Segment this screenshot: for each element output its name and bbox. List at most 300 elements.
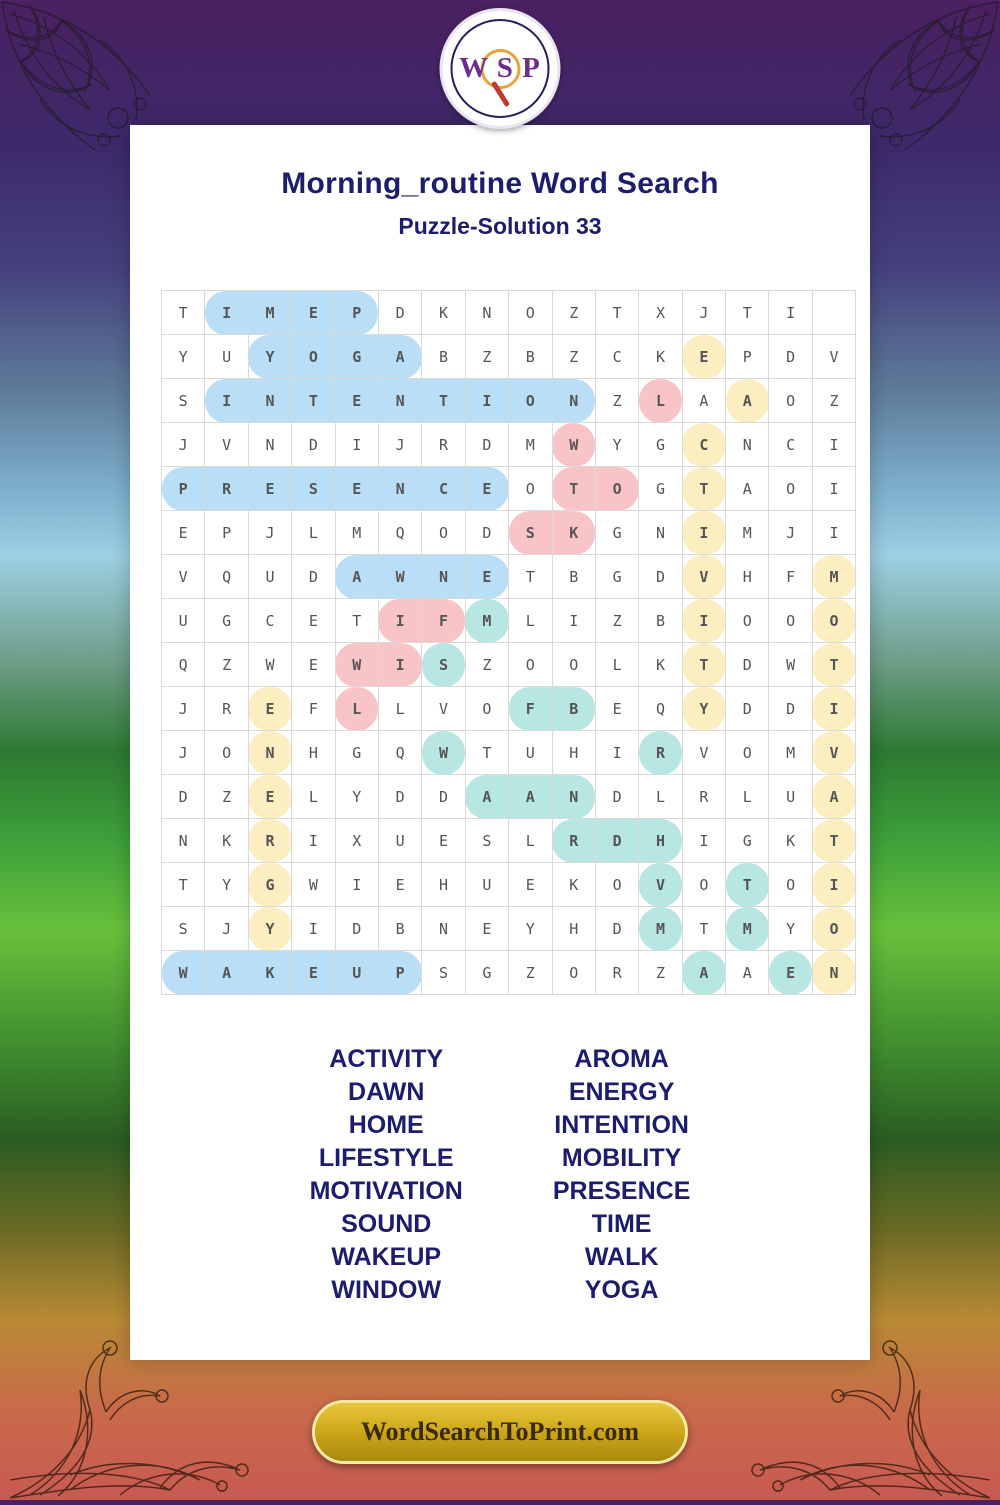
grid-cell: U [769, 775, 812, 819]
grid-cell: M [639, 907, 682, 951]
grid-cell: Q [378, 511, 421, 555]
grid-cell: D [378, 291, 421, 335]
grid-cell: W [552, 423, 595, 467]
grid-cell: I [812, 687, 855, 731]
grid-cell: D [595, 775, 638, 819]
grid-cell: N [422, 907, 465, 951]
grid-cell: G [205, 599, 248, 643]
grid-cell: B [422, 335, 465, 379]
grid-cell: M [769, 731, 812, 775]
wsp-logo [440, 8, 561, 129]
grid-cell: Q [162, 643, 205, 687]
grid-cell: I [769, 291, 812, 335]
grid-cell: Z [595, 599, 638, 643]
grid-cell: A [726, 467, 769, 511]
grid-cell: Z [812, 379, 855, 423]
grid-cell: Z [205, 775, 248, 819]
grid-cell: O [509, 379, 552, 423]
grid-cell: A [509, 775, 552, 819]
grid-cell: P [162, 467, 205, 511]
grid-cell: E [682, 335, 725, 379]
grid-cell: J [205, 907, 248, 951]
grid-cell: T [162, 863, 205, 907]
grid-cell: O [595, 863, 638, 907]
word-list-item: MOBILITY [561, 1144, 682, 1172]
grid-row [162, 511, 856, 555]
grid-cell: V [422, 687, 465, 731]
word-list-item: TIME [591, 1210, 652, 1238]
grid-cell: Y [248, 907, 291, 951]
puzzle-sheet [130, 125, 870, 1360]
page-title: Morning_routine Word Search [281, 167, 719, 200]
grid-cell: T [682, 907, 725, 951]
grid-cell: E [422, 819, 465, 863]
grid-cell: E [248, 687, 291, 731]
grid-cell: L [292, 775, 335, 819]
grid-cell: I [682, 819, 725, 863]
grid-cell: V [205, 423, 248, 467]
grid-cell: K [639, 335, 682, 379]
grid-cell: K [422, 291, 465, 335]
grid-cell: U [509, 731, 552, 775]
word-list-item: SOUND [341, 1210, 432, 1238]
grid-cell: E [248, 775, 291, 819]
grid-cell: O [812, 599, 855, 643]
grid-cell: J [682, 291, 725, 335]
grid-cell: E [335, 467, 378, 511]
grid-row [162, 731, 856, 775]
word-list-item: MOTIVATION [309, 1177, 463, 1205]
grid-cell: D [292, 423, 335, 467]
grid-cell: K [248, 951, 291, 995]
grid-cell: E [509, 863, 552, 907]
grid-cell: T [682, 643, 725, 687]
grid-cell: C [248, 599, 291, 643]
grid-row [162, 467, 856, 511]
grid-row [162, 951, 856, 995]
word-list-item: WALK [584, 1243, 659, 1271]
grid-row [162, 423, 856, 467]
grid-cell: T [812, 819, 855, 863]
grid-cell: B [552, 687, 595, 731]
grid-cell: T [552, 467, 595, 511]
grid-cell: I [292, 907, 335, 951]
grid-cell: T [812, 643, 855, 687]
grid-cell: E [465, 907, 508, 951]
word-list-item: ENERGY [568, 1078, 675, 1106]
grid-cell: B [639, 599, 682, 643]
grid-cell: O [205, 731, 248, 775]
grid-cell: M [248, 291, 291, 335]
grid-cell: I [682, 511, 725, 555]
grid-cell: M [335, 511, 378, 555]
grid-row [162, 863, 856, 907]
word-list-item: HOME [348, 1111, 424, 1139]
grid-cell: D [769, 335, 812, 379]
grid-cell: H [552, 731, 595, 775]
grid-cell: G [726, 819, 769, 863]
grid-cell: E [292, 643, 335, 687]
grid-table [161, 290, 856, 995]
grid-cell: L [639, 775, 682, 819]
word-list-item: PRESENCE [552, 1177, 691, 1205]
grid-cell: I [205, 379, 248, 423]
grid-cell: O [552, 643, 595, 687]
grid-cell: V [682, 731, 725, 775]
grid-row [162, 335, 856, 379]
grid-cell: L [378, 687, 421, 731]
grid-row [162, 643, 856, 687]
grid-cell: M [726, 511, 769, 555]
grid-cell: Y [595, 423, 638, 467]
grid-cell: I [378, 643, 421, 687]
word-search-grid [161, 290, 839, 995]
grid-cell: U [248, 555, 291, 599]
grid-cell: S [422, 643, 465, 687]
grid-cell: O [682, 863, 725, 907]
grid-cell: X [639, 291, 682, 335]
grid-cell: G [595, 555, 638, 599]
grid-cell: U [205, 335, 248, 379]
grid-cell: S [465, 819, 508, 863]
grid-cell: L [726, 775, 769, 819]
grid-cell: N [162, 819, 205, 863]
grid-cell: O [595, 467, 638, 511]
grid-cell: G [639, 423, 682, 467]
grid-cell: Y [248, 335, 291, 379]
grid-cell: D [769, 687, 812, 731]
grid-cell: L [335, 687, 378, 731]
grid-cell: M [726, 907, 769, 951]
grid-cell: Q [639, 687, 682, 731]
grid-cell: V [639, 863, 682, 907]
grid-row [162, 379, 856, 423]
grid-cell: C [595, 335, 638, 379]
grid-cell: A [205, 951, 248, 995]
grid-cell: E [378, 863, 421, 907]
grid-cell: D [335, 907, 378, 951]
grid-cell: O [465, 687, 508, 731]
grid-cell: J [769, 511, 812, 555]
grid-cell: Z [509, 951, 552, 995]
grid-cell: V [682, 555, 725, 599]
grid-cell: C [422, 467, 465, 511]
grid-cell: Y [335, 775, 378, 819]
grid-cell: P [205, 511, 248, 555]
website-label: WordSearchToPrint.com [360, 1417, 640, 1446]
grid-cell: O [509, 291, 552, 335]
grid-cell: D [726, 643, 769, 687]
grid-cell: R [682, 775, 725, 819]
grid-cell: Q [378, 731, 421, 775]
grid-cell: H [422, 863, 465, 907]
word-list-item: WINDOW [331, 1276, 442, 1304]
grid-cell: P [335, 291, 378, 335]
grid-cell: Z [552, 291, 595, 335]
grid-cell: Y [769, 907, 812, 951]
logo-ring [451, 19, 550, 118]
page-subtitle: Puzzle-Solution 33 [398, 213, 602, 239]
word-list-column-right [553, 1043, 691, 1307]
grid-cell: N [552, 775, 595, 819]
grid-cell: E [465, 467, 508, 511]
grid-cell: A [682, 951, 725, 995]
grid-cell: I [595, 731, 638, 775]
word-list-item: DAWN [348, 1078, 425, 1106]
grid-cell: A [682, 379, 725, 423]
grid-cell: Y [509, 907, 552, 951]
grid-cell: W [162, 951, 205, 995]
grid-cell: T [292, 379, 335, 423]
grid-cell: Z [595, 379, 638, 423]
grid-cell: N [465, 291, 508, 335]
grid-cell: E [292, 291, 335, 335]
grid-cell: I [812, 423, 855, 467]
grid-cell: D [595, 907, 638, 951]
grid-cell: W [378, 555, 421, 599]
grid-cell: D [639, 555, 682, 599]
grid-cell: I [292, 819, 335, 863]
grid-cell: R [639, 731, 682, 775]
grid-cell: V [812, 731, 855, 775]
grid-cell: J [162, 731, 205, 775]
grid-cell: T [162, 291, 205, 335]
grid-cell: J [162, 687, 205, 731]
grid-cell: W [292, 863, 335, 907]
grid-cell: F [292, 687, 335, 731]
grid-cell: A [812, 775, 855, 819]
grid-cell: H [552, 907, 595, 951]
grid-cell: V [162, 555, 205, 599]
grid-cell: L [595, 643, 638, 687]
grid-cell: K [639, 643, 682, 687]
grid-cell: E [162, 511, 205, 555]
grid-cell: G [639, 467, 682, 511]
grid-cell [812, 291, 855, 335]
grid-cell: U [465, 863, 508, 907]
grid-cell: I [335, 863, 378, 907]
grid-row [162, 907, 856, 951]
grid-cell: N [248, 731, 291, 775]
grid-cell: S [422, 951, 465, 995]
grid-cell: D [465, 423, 508, 467]
word-list-column-left [310, 1043, 463, 1307]
grid-cell: F [422, 599, 465, 643]
grid-cell: O [509, 643, 552, 687]
grid-cell: V [812, 335, 855, 379]
grid-cell: I [378, 599, 421, 643]
grid-cell: W [769, 643, 812, 687]
grid-row [162, 775, 856, 819]
grid-cell: T [682, 467, 725, 511]
grid-cell: H [639, 819, 682, 863]
grid-cell: O [812, 907, 855, 951]
word-list-item: WAKEUP [331, 1243, 442, 1271]
grid-cell: N [378, 379, 421, 423]
word-list-item: YOGA [584, 1276, 659, 1304]
grid-cell: M [465, 599, 508, 643]
grid-cell: T [422, 379, 465, 423]
grid-cell: C [769, 423, 812, 467]
grid-cell: U [162, 599, 205, 643]
grid-cell: Z [552, 335, 595, 379]
grid-cell: R [552, 819, 595, 863]
grid-cell: E [769, 951, 812, 995]
grid-cell: Y [682, 687, 725, 731]
grid-cell: I [465, 379, 508, 423]
grid-cell: E [595, 687, 638, 731]
grid-cell: S [292, 467, 335, 511]
grid-cell: N [378, 467, 421, 511]
grid-cell: I [812, 467, 855, 511]
word-list-item: ACTIVITY [329, 1045, 444, 1073]
grid-cell: J [248, 511, 291, 555]
grid-cell: R [205, 687, 248, 731]
grid-cell: Y [162, 335, 205, 379]
grid-cell: L [509, 819, 552, 863]
grid-cell: G [335, 335, 378, 379]
grid-cell: Z [205, 643, 248, 687]
grid-cell: P [726, 335, 769, 379]
grid-cell: N [812, 951, 855, 995]
grid-cell: T [335, 599, 378, 643]
grid-cell: I [682, 599, 725, 643]
word-list-item: AROMA [574, 1045, 669, 1073]
grid-cell: N [422, 555, 465, 599]
grid-cell: S [162, 907, 205, 951]
grid-cell: N [726, 423, 769, 467]
grid-cell: G [595, 511, 638, 555]
grid-cell: D [465, 511, 508, 555]
grid-cell: G [465, 951, 508, 995]
grid-cell: E [292, 599, 335, 643]
grid-cell: S [162, 379, 205, 423]
grid-cell: B [378, 907, 421, 951]
grid-cell: S [509, 511, 552, 555]
grid-cell: O [769, 467, 812, 511]
grid-cell: T [465, 731, 508, 775]
grid-cell: A [378, 335, 421, 379]
grid-cell: I [812, 863, 855, 907]
grid-cell: M [509, 423, 552, 467]
grid-cell: R [595, 951, 638, 995]
grid-cell: W [422, 731, 465, 775]
logo-letters: W S P [459, 52, 541, 84]
grid-cell: O [769, 599, 812, 643]
grid-cell: R [422, 423, 465, 467]
grid-cell: L [509, 599, 552, 643]
grid-cell: I [552, 599, 595, 643]
word-list-item: INTENTION [554, 1111, 689, 1139]
grid-cell: A [726, 379, 769, 423]
word-list [130, 1043, 870, 1307]
grid-cell: B [509, 335, 552, 379]
grid-cell: E [335, 379, 378, 423]
grid-cell: K [205, 819, 248, 863]
grid-cell: G [248, 863, 291, 907]
grid-cell: U [335, 951, 378, 995]
grid-cell: T [509, 555, 552, 599]
grid-cell: O [422, 511, 465, 555]
grid-cell: Z [465, 335, 508, 379]
grid-cell: D [726, 687, 769, 731]
grid-cell: Z [465, 643, 508, 687]
grid-cell: M [812, 555, 855, 599]
word-list-item: LIFESTYLE [318, 1144, 454, 1172]
grid-cell: D [292, 555, 335, 599]
grid-cell: A [726, 951, 769, 995]
grid-cell: I [812, 511, 855, 555]
grid-cell: A [465, 775, 508, 819]
grid-cell: E [248, 467, 291, 511]
grid-row [162, 555, 856, 599]
grid-cell: B [552, 555, 595, 599]
grid-cell: L [292, 511, 335, 555]
grid-cell: C [682, 423, 725, 467]
grid-cell: K [552, 863, 595, 907]
website-button[interactable] [312, 1400, 688, 1464]
grid-cell: D [378, 775, 421, 819]
grid-cell: E [292, 951, 335, 995]
grid-row [162, 599, 856, 643]
grid-row [162, 687, 856, 731]
grid-cell: I [205, 291, 248, 335]
grid-cell: Y [205, 863, 248, 907]
grid-cell: K [769, 819, 812, 863]
grid-cell: I [335, 423, 378, 467]
grid-cell: J [162, 423, 205, 467]
grid-cell: N [248, 379, 291, 423]
grid-cell: D [162, 775, 205, 819]
grid-cell: W [248, 643, 291, 687]
grid-cell: K [552, 511, 595, 555]
grid-cell: H [292, 731, 335, 775]
grid-cell: T [726, 863, 769, 907]
grid-cell: Q [205, 555, 248, 599]
grid-cell: D [595, 819, 638, 863]
grid-cell: F [769, 555, 812, 599]
grid-cell: O [509, 467, 552, 511]
grid-cell: N [639, 511, 682, 555]
grid-cell: F [509, 687, 552, 731]
grid-cell: E [465, 555, 508, 599]
grid-cell: G [335, 731, 378, 775]
grid-cell: R [248, 819, 291, 863]
grid-cell: X [335, 819, 378, 863]
grid-cell: A [335, 555, 378, 599]
grid-cell: O [726, 599, 769, 643]
grid-cell: O [769, 863, 812, 907]
grid-row [162, 291, 856, 335]
grid-cell: L [639, 379, 682, 423]
grid-cell: U [378, 819, 421, 863]
grid-cell: P [378, 951, 421, 995]
grid-cell: J [378, 423, 421, 467]
grid-row [162, 819, 856, 863]
grid-cell: H [726, 555, 769, 599]
grid-cell: O [292, 335, 335, 379]
grid-cell: R [205, 467, 248, 511]
grid-cell: N [552, 379, 595, 423]
grid-cell: T [726, 291, 769, 335]
grid-cell: O [769, 379, 812, 423]
grid-cell: N [248, 423, 291, 467]
grid-cell: T [595, 291, 638, 335]
grid-cell: Z [639, 951, 682, 995]
grid-cell: O [726, 731, 769, 775]
grid-cell: O [552, 951, 595, 995]
grid-cell: W [335, 643, 378, 687]
